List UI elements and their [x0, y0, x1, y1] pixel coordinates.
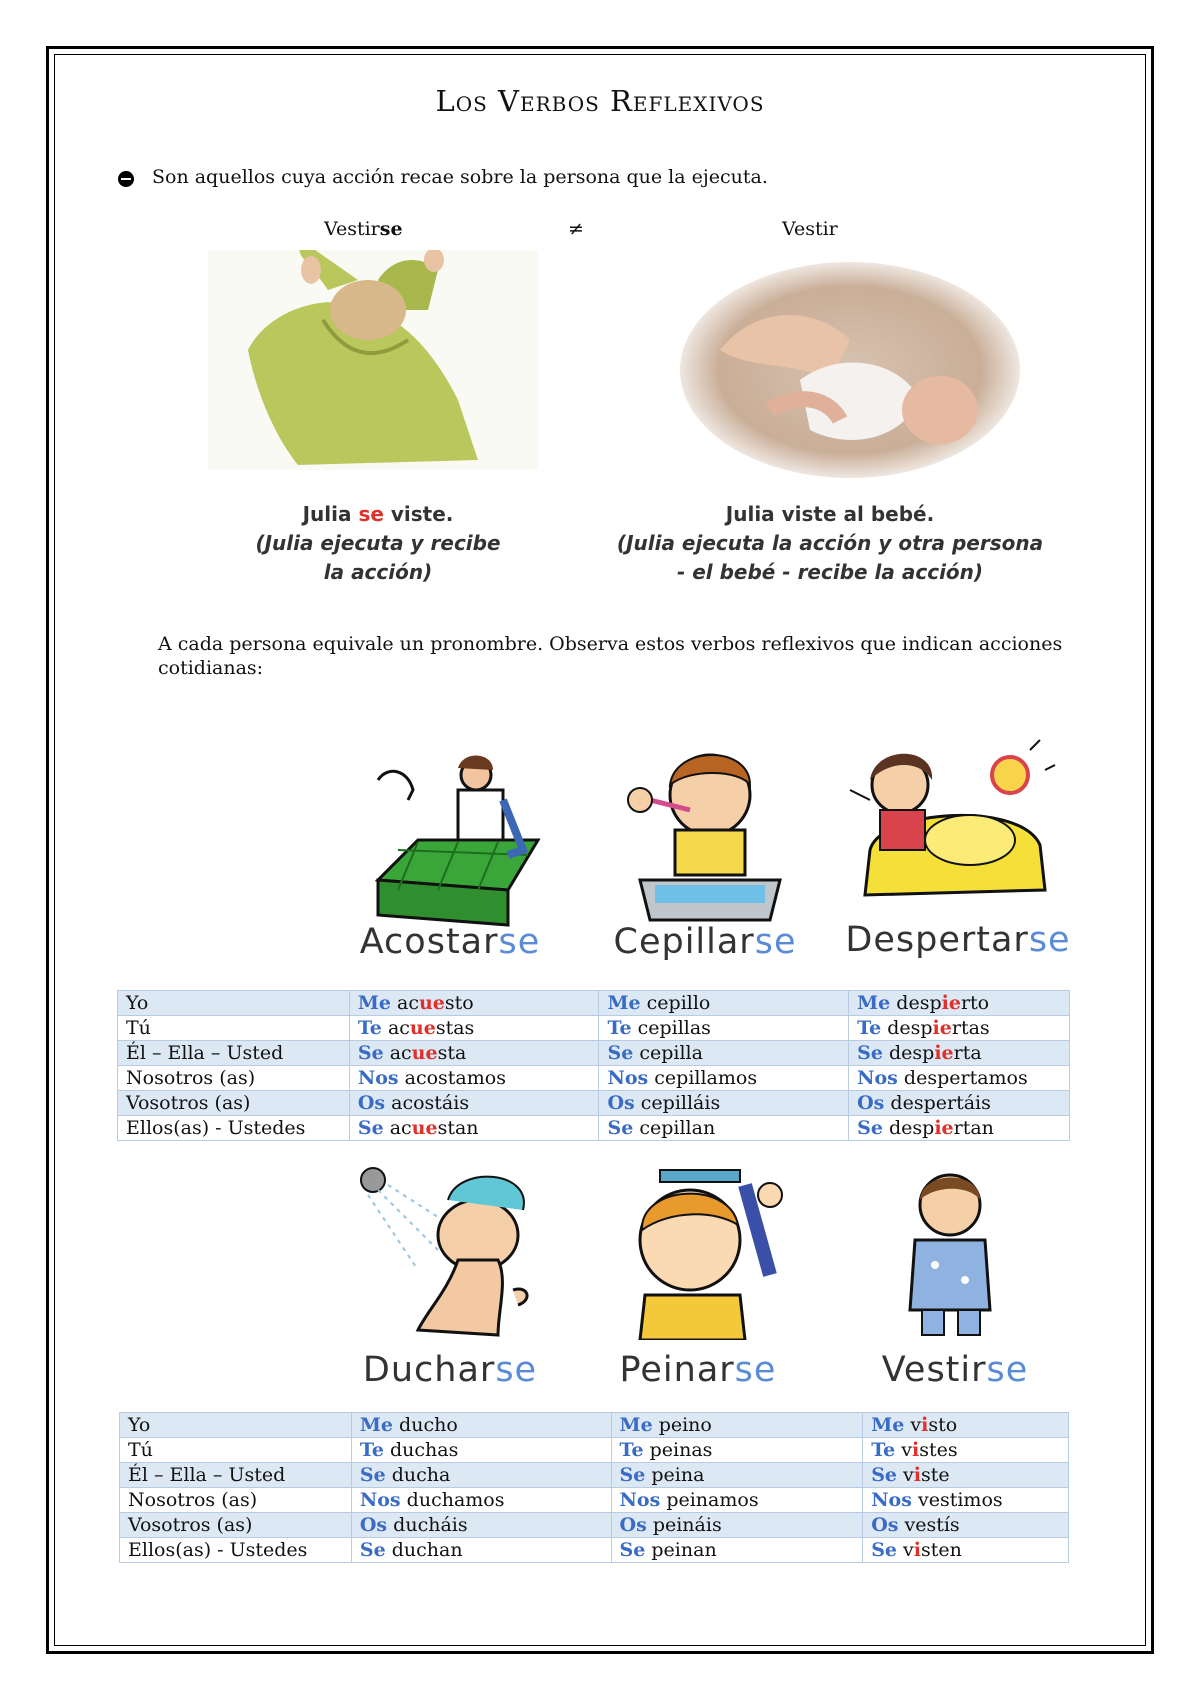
girl-waking-up-image	[840, 730, 1060, 910]
verb-ending: rta	[953, 1042, 982, 1064]
verb-part: cepilláis	[640, 1092, 721, 1114]
verb-ending: ste	[921, 1464, 950, 1486]
stem-change: ie	[932, 1017, 952, 1039]
conjugation-cell	[611, 1488, 863, 1513]
verb-ending: sta	[437, 1042, 467, 1064]
conjugation-cell	[349, 1091, 599, 1116]
verb-part: desp	[888, 1042, 935, 1064]
conjugation-cell	[863, 1463, 1069, 1488]
conjugation-cell	[863, 1438, 1069, 1463]
reflexive-pronoun: Os	[619, 1514, 647, 1536]
reflexive-pronoun: Te	[359, 1439, 384, 1461]
conjugation-cell	[611, 1438, 863, 1463]
not-equal-symbol: ≠	[568, 218, 584, 240]
verb-ending: rtas	[951, 1017, 990, 1039]
verb-part: ac	[389, 1117, 412, 1139]
reflexive-pronoun: Nos	[359, 1489, 401, 1511]
table-row	[118, 1066, 1070, 1091]
reflexive-pronoun: Se	[857, 1117, 883, 1139]
verb-part: cepillo	[646, 992, 711, 1014]
person-cell: Él – Ella – Usted	[120, 1463, 352, 1488]
reflexive-pronoun: Te	[619, 1439, 644, 1461]
conjugation-cell	[599, 1041, 849, 1066]
verb-part: duchamos	[406, 1489, 505, 1511]
reflexive-pronoun: Nos	[857, 1067, 898, 1089]
reflexive-pronoun: Se	[357, 1117, 384, 1139]
person-cell: Ellos(as) - Ustedes	[118, 1116, 350, 1141]
verb-ending: stes	[919, 1439, 958, 1461]
man-showering-image	[348, 1160, 538, 1340]
reflexive-pronoun: Nos	[607, 1067, 649, 1089]
person-cell: Vosotros (as)	[118, 1091, 350, 1116]
stem-change: ue	[411, 1117, 438, 1139]
verb-ending: sto	[928, 1414, 958, 1436]
conjugation-cell	[351, 1438, 611, 1463]
verb-part: peinamos	[666, 1489, 759, 1511]
woman-dressing-image	[208, 250, 538, 470]
conjugation-table-2	[119, 1412, 1069, 1563]
verb-part: duchan	[391, 1539, 463, 1561]
conjugation-table-1	[117, 990, 1070, 1141]
reflexive-pronoun: Os	[857, 1092, 885, 1114]
conjugation-cell	[351, 1538, 611, 1563]
verb-label-despertarse: Despertarse	[845, 920, 1071, 960]
boy-combing-hair-image	[620, 1165, 790, 1340]
left-heading: Vestirse	[324, 218, 403, 240]
table-row	[120, 1413, 1069, 1438]
stem-change: ie	[941, 992, 961, 1014]
verb-part: v	[903, 1464, 914, 1486]
conjugation-cell	[349, 1116, 599, 1141]
reflexive-pronoun: Os	[607, 1092, 635, 1114]
verb-part: desp	[888, 1117, 935, 1139]
stem-change: ue	[411, 1042, 438, 1064]
verb-part: peinas	[649, 1439, 713, 1461]
verb-part: ac	[397, 992, 419, 1014]
left-caption: Julia se viste. (Julia ejecuta y recibe la acción)	[255, 502, 501, 584]
verb-part: cepillan	[639, 1117, 716, 1139]
person-cell: Él – Ella – Usted	[118, 1041, 350, 1066]
reflexive-pronoun: Me	[871, 1414, 905, 1436]
verb-label-acostarse: Acostarse	[359, 922, 541, 962]
stem-change: ie	[934, 1117, 954, 1139]
reflexive-pronoun: Se	[871, 1464, 897, 1486]
verb-part: desp	[896, 992, 942, 1014]
reflexive-pronoun: Nos	[871, 1489, 912, 1511]
reflexive-pronoun: Se	[359, 1539, 386, 1561]
verb-part: peino	[658, 1414, 712, 1436]
person-cell: Nosotros (as)	[120, 1488, 352, 1513]
conjugation-cell	[351, 1488, 611, 1513]
verb-ending: stas	[435, 1017, 475, 1039]
conjugation-cell	[351, 1463, 611, 1488]
reflexive-pronoun: Se	[871, 1539, 897, 1561]
conjugation-cell	[611, 1463, 863, 1488]
verb-part: v	[901, 1439, 913, 1461]
verb-part: ducho	[399, 1414, 458, 1436]
verb-part: duchas	[389, 1439, 459, 1461]
conjugation-cell	[349, 1016, 599, 1041]
verb-part: acostáis	[391, 1092, 470, 1114]
verb-part: desp	[887, 1017, 933, 1039]
reflexive-pronoun: Se	[359, 1464, 386, 1486]
verb-part: acostamos	[404, 1067, 506, 1089]
conjugation-cell	[599, 1116, 849, 1141]
person-cell: Nosotros (as)	[118, 1066, 350, 1091]
boy-in-bed-image	[358, 730, 548, 930]
conjugation-cell	[599, 1091, 849, 1116]
bullet-icon	[118, 171, 134, 187]
verb-part: v	[910, 1414, 922, 1436]
verb-part: cepillamos	[654, 1067, 758, 1089]
baby-dressing-image	[680, 260, 1020, 480]
verb-part: cepilla	[639, 1042, 703, 1064]
conjugation-cell	[863, 1488, 1069, 1513]
conjugation-cell	[599, 1066, 849, 1091]
conjugation-cell	[849, 1116, 1070, 1141]
reflexive-pronoun: Me	[607, 992, 641, 1014]
conjugation-cell	[349, 991, 599, 1016]
reflexive-pronoun: Te	[871, 1439, 896, 1461]
verb-part: vestimos	[917, 1489, 1003, 1511]
reflexive-pronoun: Se	[857, 1042, 883, 1064]
conjugation-cell	[863, 1413, 1069, 1438]
conjugation-cell	[349, 1041, 599, 1066]
boy-getting-dressed-image	[880, 1165, 1020, 1340]
conjugation-cell	[849, 991, 1070, 1016]
reflexive-pronoun: Nos	[357, 1067, 399, 1089]
reflexive-pronoun: Os	[871, 1514, 899, 1536]
table-row	[118, 1016, 1070, 1041]
person-cell: Vosotros (as)	[120, 1513, 352, 1538]
conjugation-cell	[849, 1091, 1070, 1116]
stem-change: i	[913, 1539, 921, 1561]
verb-label-vestirse: Vestirse	[881, 1350, 1029, 1390]
person-cell: Tú	[120, 1438, 352, 1463]
verb-part: despertamos	[903, 1067, 1028, 1089]
table-row	[118, 1116, 1070, 1141]
verb-part: ducháis	[393, 1514, 468, 1536]
table-row	[118, 1091, 1070, 1116]
conjugation-cell	[599, 991, 849, 1016]
verb-ending: rtan	[953, 1117, 994, 1139]
reflexive-pronoun: Me	[357, 992, 391, 1014]
stem-change: i	[913, 1464, 921, 1486]
stem-change: i	[921, 1414, 929, 1436]
verb-part: ac	[387, 1017, 410, 1039]
verb-part: ac	[389, 1042, 412, 1064]
verb-part: v	[903, 1539, 914, 1561]
conjugation-cell	[863, 1513, 1069, 1538]
verb-part: despertáis	[890, 1092, 991, 1114]
conjugation-cell	[863, 1538, 1069, 1563]
conjugation-cell	[611, 1538, 863, 1563]
right-caption: Julia viste al bebé. (Julia ejecuta la acción y otra persona - el bebé - recibe la acción)	[616, 502, 1044, 584]
verb-part: vestís	[904, 1514, 960, 1536]
verb-part: peinan	[651, 1539, 717, 1561]
verb-label-cepillarse: Cepillarse	[613, 922, 797, 962]
person-cell: Yo	[120, 1413, 352, 1438]
reflexive-pronoun: Se	[607, 1042, 634, 1064]
table-row	[120, 1463, 1069, 1488]
person-cell: Ellos(as) - Ustedes	[120, 1538, 352, 1563]
verb-ending: rto	[960, 992, 990, 1014]
reflexive-pronoun: Se	[607, 1117, 634, 1139]
verb-ending: stan	[437, 1117, 479, 1139]
table-row	[120, 1438, 1069, 1463]
verb-label-ducharse: Ducharse	[362, 1350, 538, 1390]
stem-change: i	[912, 1439, 920, 1461]
verb-part: ducha	[391, 1464, 451, 1486]
explanation-paragraph: A cada persona equivale un pronombre. Observa estos verbos reflexivos que indican acciones cotidianas:	[158, 633, 1063, 679]
boy-brushing-teeth-image	[620, 730, 790, 930]
right-heading: Vestir	[782, 218, 838, 240]
stem-change: ie	[934, 1042, 954, 1064]
conjugation-cell	[849, 1016, 1070, 1041]
stem-change: ue	[418, 992, 445, 1014]
conjugation-cell	[611, 1513, 863, 1538]
verb-ending: sto	[444, 992, 474, 1014]
verb-part: peina	[651, 1464, 705, 1486]
table-row	[118, 991, 1070, 1016]
reflexive-pronoun: Se	[619, 1464, 646, 1486]
person-cell: Yo	[118, 991, 350, 1016]
reflexive-pronoun: Se	[357, 1042, 384, 1064]
reflexive-pronoun: Me	[857, 992, 891, 1014]
conjugation-cell	[849, 1066, 1070, 1091]
reflexive-pronoun: Te	[857, 1017, 882, 1039]
conjugation-cell	[351, 1413, 611, 1438]
page-title: Los Verbos Reflexivos	[435, 84, 765, 118]
conjugation-cell	[351, 1513, 611, 1538]
verb-label-peinarse: Peinarse	[619, 1350, 777, 1390]
conjugation-cell	[849, 1041, 1070, 1066]
table-row	[120, 1538, 1069, 1563]
reflexive-pronoun: Os	[359, 1514, 388, 1536]
stem-change: ue	[409, 1017, 436, 1039]
conjugation-cell	[611, 1413, 863, 1438]
intro-text: Son aquellos cuya acción recae sobre la persona que la ejecuta.	[152, 166, 768, 188]
verb-ending: sten	[921, 1539, 962, 1561]
verb-part: peináis	[652, 1514, 722, 1536]
reflexive-pronoun: Nos	[619, 1489, 661, 1511]
table-row	[118, 1041, 1070, 1066]
reflexive-pronoun: Te	[357, 1017, 382, 1039]
reflexive-pronoun: Me	[359, 1414, 393, 1436]
verb-part: cepillas	[637, 1017, 711, 1039]
reflexive-pronoun: Os	[357, 1092, 386, 1114]
reflexive-pronoun: Me	[619, 1414, 653, 1436]
reflexive-pronoun: Te	[607, 1017, 632, 1039]
table-row	[120, 1488, 1069, 1513]
conjugation-cell	[599, 1016, 849, 1041]
conjugation-cell	[349, 1066, 599, 1091]
table-row	[120, 1513, 1069, 1538]
person-cell: Tú	[118, 1016, 350, 1041]
reflexive-pronoun: Se	[619, 1539, 646, 1561]
